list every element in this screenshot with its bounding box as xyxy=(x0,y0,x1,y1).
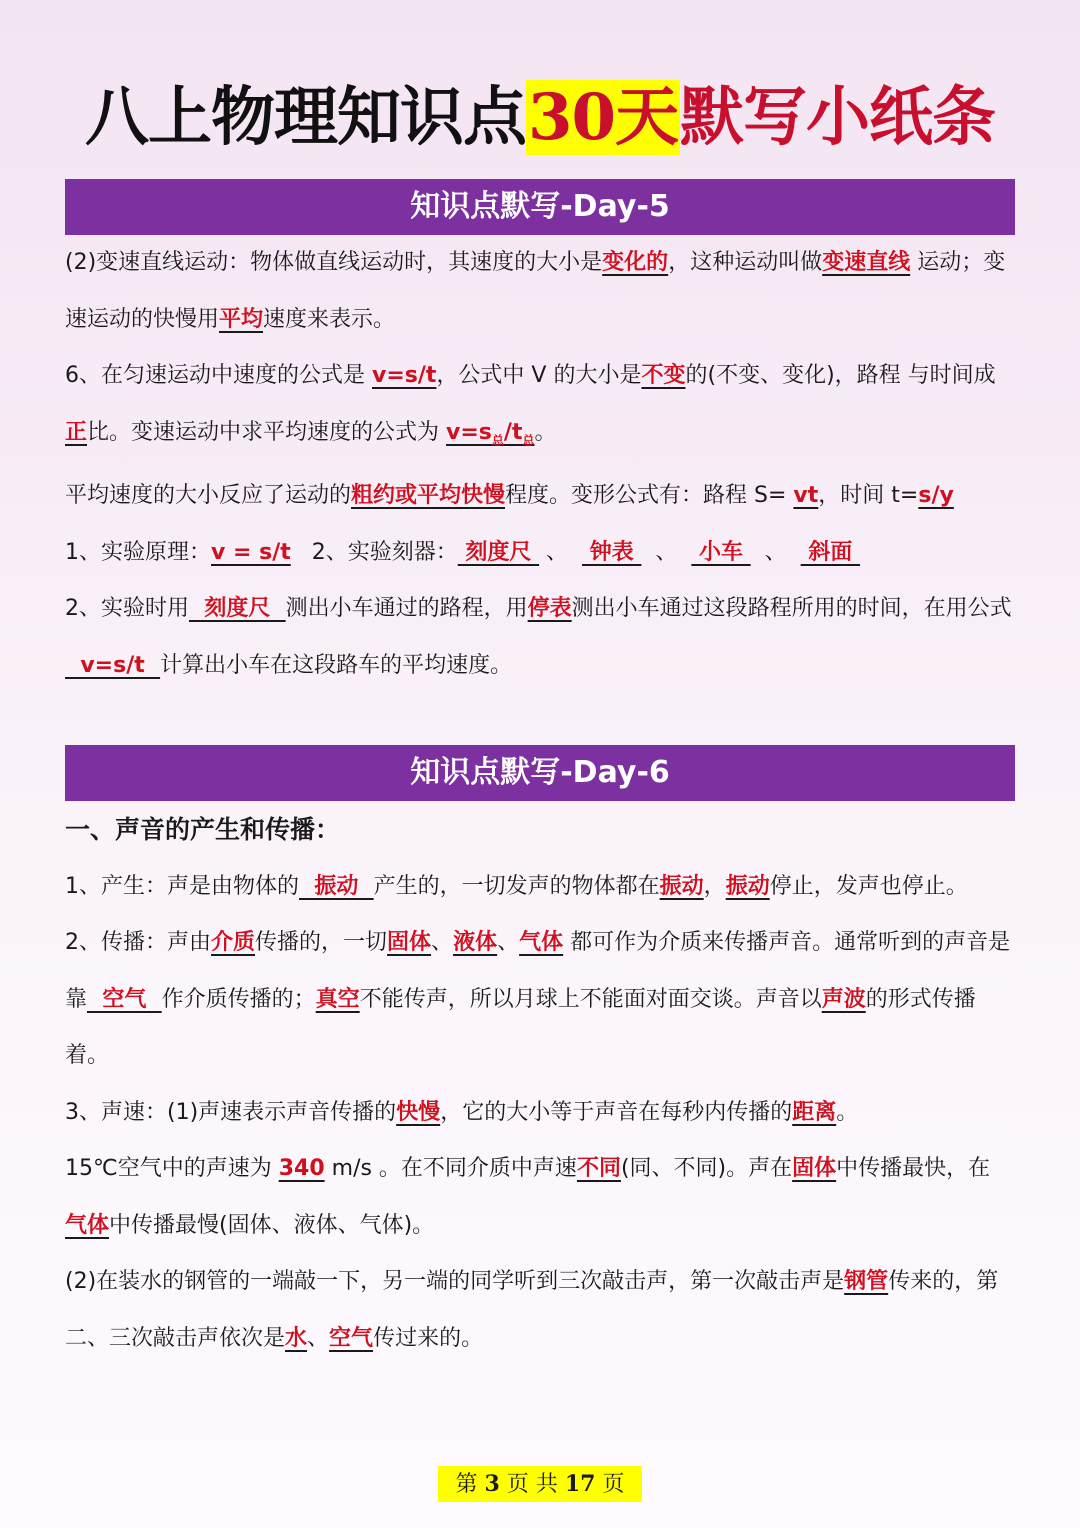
answer-blank: 固体 xyxy=(387,930,432,955)
answer-blank: 平均 xyxy=(219,306,264,332)
day6-paragraph-4: 15℃空气中的声速为 340 m/s 。在不同介质中声速不同(同、不同)。声在固体中传播最快，在气体中传播最慢(固体、液体、气体)。 xyxy=(65,1156,991,1238)
answer-blank: 振动 xyxy=(299,873,374,899)
day5-paragraph-1: (2)变速直线运动：物体做直线运动时，其速度的大小是变化的，这种运动叫做变速直线 运动；变速运动的快慢用平均速度来表示。 xyxy=(65,250,1006,332)
day6-paragraph-3: 3、声速：(1)声速表示声音传播的快慢，它的大小等于声音在每秒内传播的距离。 xyxy=(65,1099,859,1125)
answer-blank: 快慢 xyxy=(396,1099,441,1125)
title-highlight: 30天 xyxy=(527,80,679,155)
answer-blank: 正 xyxy=(65,419,88,445)
section-header-day6: 知识点默写-Day-6 xyxy=(65,745,1015,801)
answer-blank: 刻度尺 xyxy=(457,539,540,565)
answer-blank: 空气 xyxy=(329,1325,374,1351)
day5-paragraph-2: 6、在匀速运动中速度的公式是 v=s/t，公式中 V 的大小是不变的(不变、变化)，路程 与时间成正比。变速运动中求平均速度的公式为 $v=s_总/t_总$。 xyxy=(65,363,996,447)
day5-content xyxy=(65,235,1015,694)
answer-blank: 声波 xyxy=(821,986,866,1012)
answer-blank: 振动 xyxy=(725,873,770,899)
answer-blank: 刻度尺 xyxy=(189,596,286,622)
current-page: 3 xyxy=(484,1471,500,1497)
day5-paragraph-3: 平均速度的大小反应了运动的粗约或平均快慢程度。变形公式有：路程 S= vt，时间 t=s/y xyxy=(65,483,954,509)
answer-blank: v=s/t xyxy=(65,652,161,678)
answer-blank: 振动 xyxy=(659,873,704,899)
answer-blank: 钟表 xyxy=(582,539,642,565)
page-number-footer: 第 3 页 共 17 页 xyxy=(438,1466,642,1502)
answer-blank: 空气 xyxy=(87,986,162,1012)
answer-blank: 真空 xyxy=(315,986,360,1012)
day6-paragraph-2: 2、传播：声由介质传播的，一切固体、液体、气体 都可作为介质来传播声音。通常听到的声音是靠 空气 作介质传播的；真空不能传声，所以月球上不能面对面交谈。声音以声波的形式传播着。 xyxy=(65,930,1011,1068)
title-suffix: 默写小纸条 xyxy=(680,80,996,155)
day6-content xyxy=(65,802,1015,1367)
answer-blank: s/y xyxy=(918,483,954,509)
section-header-day5: 知识点默写-Day-5 xyxy=(65,179,1015,235)
answer-blank: 变化的 xyxy=(602,250,669,275)
answer-blank: vt xyxy=(793,483,819,509)
day6-paragraph-1: 1、产生：声是由物体的 振动 产生的，一切发声的物体都在振动，振动停止，发声也停止。 xyxy=(65,873,968,899)
section-heading: 一、声音的产生和传播： xyxy=(65,815,341,844)
answer-blank: 不变 xyxy=(641,363,686,388)
answer-blank: 距离 xyxy=(792,1099,837,1125)
answer-blank: 固体 xyxy=(792,1156,837,1181)
title-main: 八上物理知识点 xyxy=(84,80,526,155)
answer-blank-formula: $v=s_总/t_总$ xyxy=(446,419,535,447)
answer-blank: 停表 xyxy=(527,596,572,622)
answer-blank: 小车 xyxy=(691,539,751,565)
answer-blank: v = s/t xyxy=(211,539,291,565)
answer-blank: 气体 xyxy=(65,1212,110,1238)
answer-blank: 气体 xyxy=(519,930,564,955)
day6-paragraph-5: (2)在装水的钢管的一端敲一下，另一端的同学听到三次敲击声，第一次敲击声是钢管传来的，第二、三次敲击声依次是水、空气传过来的。 xyxy=(65,1269,999,1351)
total-pages: 17 xyxy=(564,1471,596,1497)
answer-blank: 340 xyxy=(278,1156,325,1181)
answer-blank: 不同 xyxy=(576,1156,621,1181)
answer-blank: 液体 xyxy=(453,930,498,955)
answer-blank: 钢管 xyxy=(844,1269,889,1294)
answer-blank: 介质 xyxy=(211,930,256,955)
answer-blank: 水 xyxy=(285,1325,308,1351)
page-title xyxy=(0,62,1080,174)
day5-paragraph-5: 2、实验时用 刻度尺 测出小车通过的路程，用停表测出小车通过这段路程所用的时间，在用公式 v=s/t 计算出小车在这段路车的平均速度。 xyxy=(65,596,1012,678)
answer-blank: 粗约或平均快慢 xyxy=(351,483,506,509)
day5-paragraph-4: 1、实验原理：v = s/t 2、实验刻器： 刻度尺 、 钟表 、 小车 、 斜面 xyxy=(65,539,860,565)
answer-blank: v=s/t xyxy=(372,363,437,388)
answer-blank: 斜面 xyxy=(800,539,860,565)
answer-blank: 变速直线 xyxy=(822,250,911,275)
